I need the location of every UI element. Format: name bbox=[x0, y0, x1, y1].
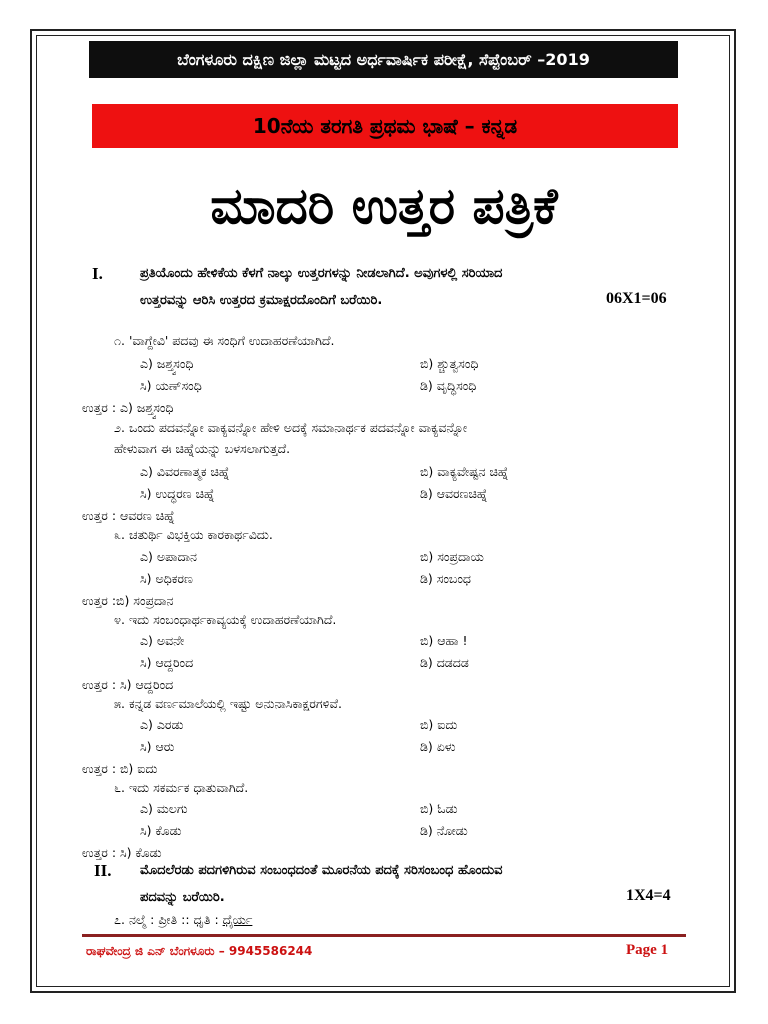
section-2-marks: 1X4=4 bbox=[626, 887, 671, 904]
question-6-option-b: ಬಿ) ಓಡು bbox=[420, 801, 458, 816]
question-6-option-c: ಸಿ) ಕೊಡು bbox=[140, 823, 182, 838]
section-1-instruction-line2: ಉತ್ತರವನ್ನು ಆರಿಸಿ ಉತ್ತರದ ಕ್ರಮಾಕ್ಷರದೊಂದಿಗೆ ಬರೆಯಿರಿ. bbox=[140, 293, 383, 308]
section-2-number: II. bbox=[94, 861, 112, 880]
question-2-option-d: ಡಿ) ಆವರಣಚಿಹ್ನೆ bbox=[420, 486, 488, 501]
question-2-option-b: ಬಿ) ವಾಕ್ಯವೇಷ್ಟನ ಚಿಹ್ನೆ bbox=[420, 464, 509, 479]
question-4-option-c: ಸಿ) ಆದ್ದರಿಂದ bbox=[140, 655, 194, 670]
question-5: ೫. ಕನ್ನಡ ವರ್ಣಮಾಲೆಯಲ್ಲಿ ಇಷ್ಟು ಅನುನಾಸಿಕಾಕ್ಷರಗಳಿವೆ. bbox=[114, 696, 342, 711]
question-5-option-d: ಡಿ) ಏಳು bbox=[420, 739, 456, 754]
question-3-option-c: ಸಿ) ಅಧಿಕರಣ bbox=[140, 571, 193, 586]
question-7-answer: ಧೈರ್ಯ bbox=[222, 912, 253, 927]
question-2: ೨. ಒಂದು ಪದವನ್ನೋ ವಾಕ್ಯವನ್ನೋ ಹೇಳಿ ಅದಕ್ಕೆ ಸಮಾನಾರ್ಥಕ ಪದವನ್ನೋ ವಾಕ್ಯವನ್ನೋ bbox=[114, 420, 468, 435]
question-6-option-a: ಎ) ಮಲಗು bbox=[140, 801, 188, 816]
question-6-answer: ಉತ್ತರ : ಸಿ) ಕೊಡು bbox=[82, 845, 162, 860]
section-1-instruction-line1: ಪ್ರತಿಯೊಂದು ಹೇಳಿಕೆಯ ಕೆಳಗೆ ನಾಲ್ಕು ಉತ್ತರಗಳನ್ನು ನೀಡಲಾಗಿದೆ. ಅವುಗಳಲ್ಲಿ ಸರಿಯಾದ bbox=[140, 266, 503, 281]
footer-rule bbox=[82, 934, 686, 937]
question-3-option-d: ಡಿ) ಸಂಬಂಧ bbox=[420, 571, 471, 586]
section-1-number: I. bbox=[92, 264, 103, 283]
question-1-answer: ಉತ್ತರ : ಎ) ಜಶ್ತ್ವಸಂಧಿ bbox=[82, 400, 174, 415]
question-3-option-a: ಎ) ಅಪಾದಾನ bbox=[140, 549, 197, 564]
question-3: ೩. ಚತುರ್ಥಿ ವಿಭಕ್ತಿಯ ಕಾರಕಾರ್ಥವಿದು. bbox=[114, 527, 273, 542]
question-1-option-d: ಡಿ) ವೃದ್ಧಿಸಂಧಿ bbox=[420, 378, 477, 393]
section-2-instruction-line1: ಮೊದಲೆರಡು ಪದಗಳಿಗಿರುವ ಸಂಬಂಧದಂತೆ ಮೂರನೆಯ ಪದಕ್ಕೆ ಸರಿಸಂಬಂಧ ಹೊಂದುವ bbox=[140, 863, 503, 878]
question-4: ೪. ಇದು ಸಂಬಂಧಾರ್ಥಕಾವ್ಯಯಕ್ಕೆ ಉದಾಹರಣೆಯಾಗಿದೆ. bbox=[114, 612, 337, 627]
class-banner: 10ನೆಯ ತರಗತಿ ಪ್ರಥಮ ಭಾಷೆ – ಕನ್ನಡ bbox=[92, 104, 678, 148]
question-1-option-c: ಸಿ) ಯಣ್‌ಸಂಧಿ bbox=[140, 378, 202, 393]
question-6: ೬. ಇದು ಸಕರ್ಮಕ ಧಾತುವಾಗಿದೆ. bbox=[114, 780, 249, 795]
question-6-option-d: ಡಿ) ನೋಡು bbox=[420, 823, 468, 838]
exam-banner: ಬೆಂಗಳೂರು ದಕ್ಷಿಣ ಜಿಲ್ಲಾ ಮಟ್ಟದ ಅರ್ಧವಾರ್ಷಿಕ ಪರೀಕ್ಷೆ, ಸೆಪ್ಟೆಂಬರ್ –2019 bbox=[89, 41, 678, 78]
question-4-option-b: ಬಿ) ಆಹಾ ! bbox=[420, 633, 468, 648]
question-1-option-a: ಎ) ಜಶ್ತ್ವಸಂಧಿ bbox=[140, 356, 194, 371]
page-number: Page 1 bbox=[626, 942, 669, 958]
question-2-option-c: ಸಿ) ಉದ್ಧರಣ ಚಿಹ್ನೆ bbox=[140, 486, 215, 501]
question-3-answer: ಉತ್ತರ :ಬಿ) ಸಂಪ್ರದಾನ bbox=[82, 593, 174, 608]
question-3-option-b: ಬಿ) ಸಂಪ್ರದಾಯ bbox=[420, 549, 484, 564]
section-1-marks: 06X1=06 bbox=[606, 290, 667, 307]
question-7-prompt: ೭. ನಲ್ಮೆ : ಪ್ರೀತಿ :: ಧೃತಿ : bbox=[114, 912, 223, 927]
question-1: ೧. 'ವಾಗ್ದೇವಿ' ಪದವು ಈ ಸಂಧಿಗೆ ಉದಾಹರಣೆಯಾಗಿದೆ. bbox=[114, 333, 335, 348]
question-5-option-b: ಬಿ) ಐದು bbox=[420, 717, 458, 732]
question-2-line2: ಹೇಳುವಾಗ ಈ ಚಿಹ್ನೆಯನ್ನು ಬಳಸಲಾಗುತ್ತದೆ. bbox=[114, 441, 291, 456]
question-7 bbox=[114, 912, 252, 928]
question-5-option-c: ಸಿ) ಆರು bbox=[140, 739, 175, 754]
question-4-option-d: ಡಿ) ದಡದಡ bbox=[420, 655, 469, 670]
page-title: ಮಾದರಿ ಉತ್ತರ ಪತ್ರಿಕೆ bbox=[210, 176, 558, 235]
question-4-answer: ಉತ್ತರ : ಸಿ) ಆದ್ದರಿಂದ bbox=[82, 677, 174, 692]
question-2-answer: ಉತ್ತರ : ಆವರಣ ಚಿಹ್ನೆ bbox=[82, 508, 176, 523]
question-5-option-a: ಎ) ಎರಡು bbox=[140, 717, 184, 732]
section-2-instruction-line2: ಪದವನ್ನು ಬರೆಯಿರಿ. bbox=[140, 890, 225, 905]
question-2-option-a: ಎ) ವಿವರಣಾತ್ಮಕ ಚಿಹ್ನೆ bbox=[140, 464, 230, 479]
question-1-option-b: ಬಿ) ಶ್ಚುತ್ವಸಂಧಿ bbox=[420, 356, 479, 371]
question-4-option-a: ಎ) ಅವನೇ bbox=[140, 633, 185, 648]
question-5-answer: ಉತ್ತರ : ಬಿ) ಐದು bbox=[82, 761, 158, 776]
footer-author: ರಾಘವೇಂದ್ರ ಜಿ ಎನ್ ಬೆಂಗಳೂರು – 9945586244 bbox=[86, 944, 313, 958]
